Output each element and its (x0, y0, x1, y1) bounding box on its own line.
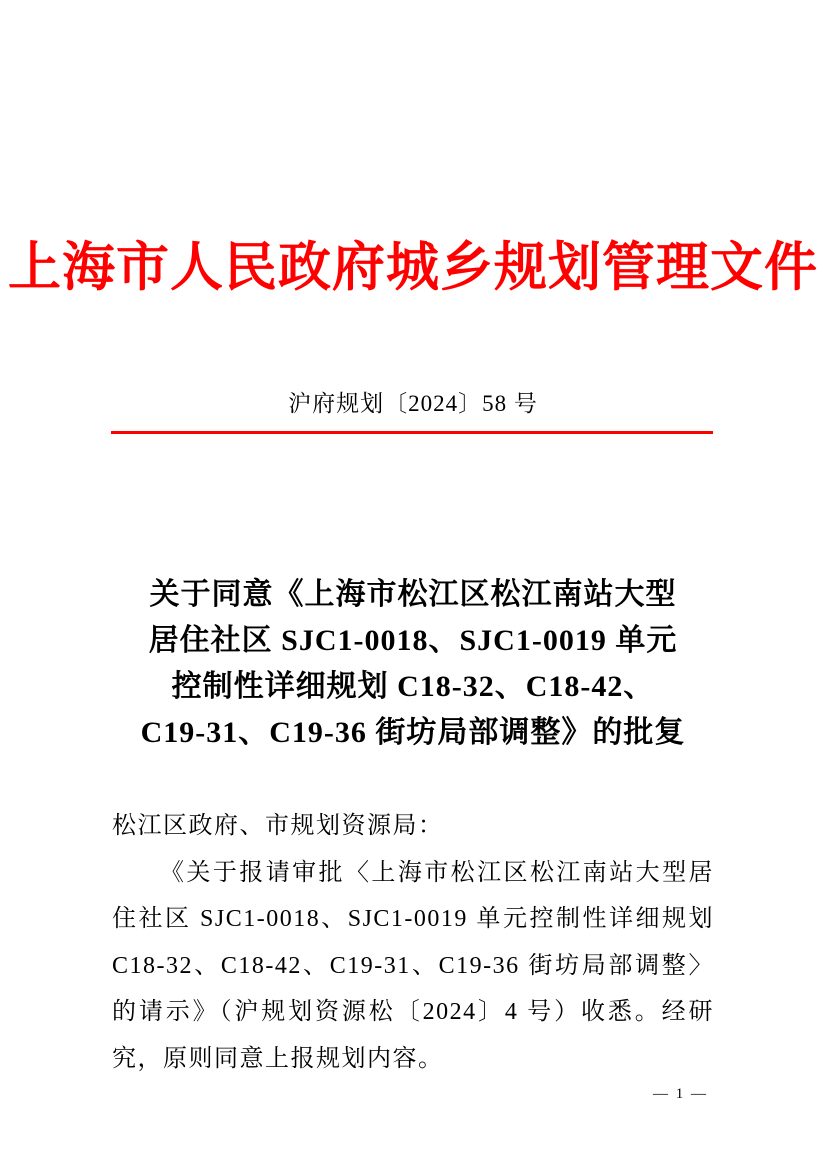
title-line-3: 控制性详细规划 C18-32、C18-42、 (171, 670, 655, 703)
title-line-1: 关于同意《上海市松江区松江南站大型 (149, 578, 677, 611)
title-line-2: 居住社区 SJC1-0018、SJC1-0019 单元 (148, 624, 678, 657)
document-number: 沪府规划〔2024〕58 号 (288, 391, 538, 416)
body-paragraph: 《关于报请审批〈上海市松江区松江南站大型居住社区 SJC1-0018、SJC1-0019 单元控制性详细规划 C18-32、C18-42、C19-31、C19-36 街坊局部调整〉的请示》（沪规划资源松〔2024〕4 号）收悉。经研究，原则同意上报规划内容。 (112, 859, 714, 1072)
agency-banner-title: 上海市人民政府城乡规划管理文件 (8, 239, 818, 297)
document-body (112, 803, 714, 1082)
title-line-4: C19-31、C19-36 街坊局部调整》的批复 (140, 716, 686, 749)
salutation: 松江区政府、市规划资源局： (112, 813, 444, 839)
page-number: — 1 — (653, 1086, 708, 1102)
document-title (0, 572, 826, 756)
red-divider-rule (111, 431, 713, 434)
